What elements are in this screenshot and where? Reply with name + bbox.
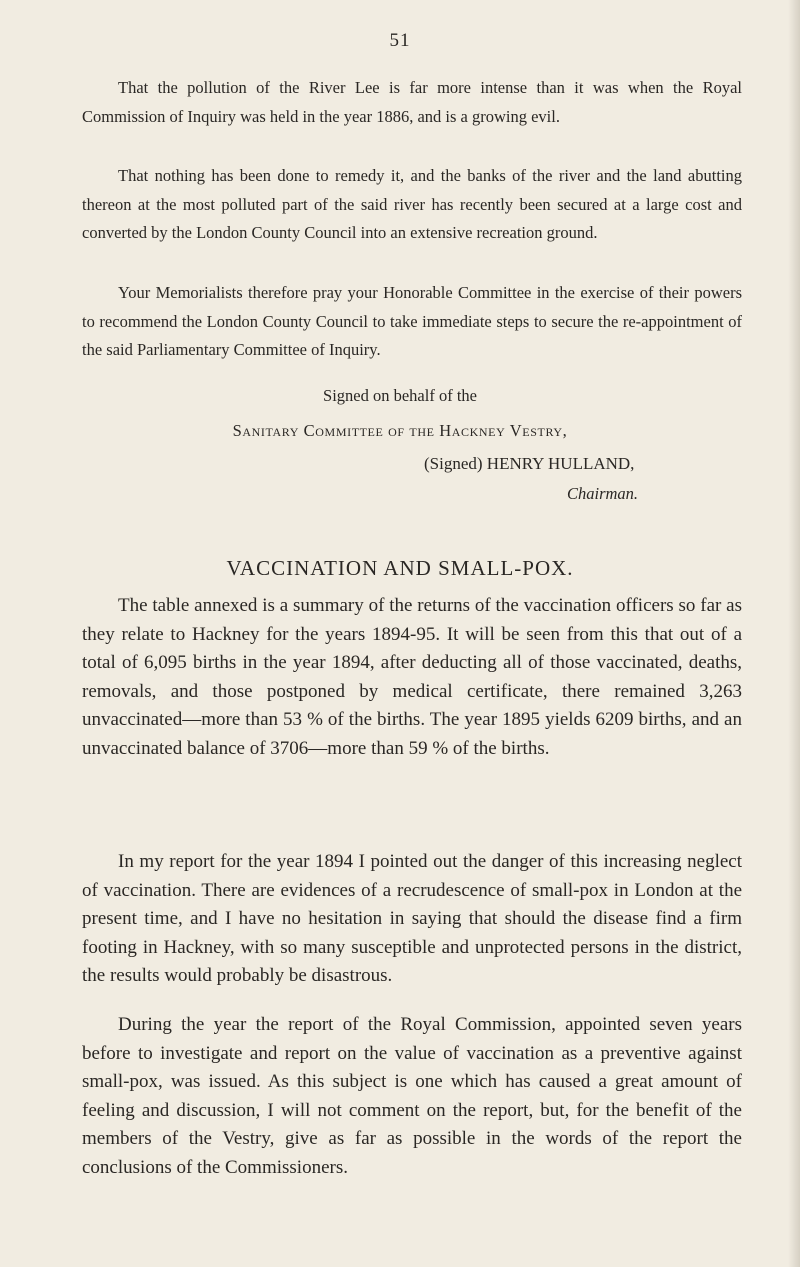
royal-commission-paragraph: During the year the report of the Royal Commission, appointed seven years before to investigate and report on the value of vaccination as a preventive against small-pox, was issued. As this subject is one which has caused a great amount of feeling and discussion, I will not comment on the report, but, for the benefit of the members of the Vestry, give as far as possible in the words of the report the conclusions of the Commissioners. xyxy=(82,1014,742,1178)
memorial-paragraph-pollution: That the pollution of the River Lee is far more intense than it was when the Royal Commission of Inquiry was held in the year 1886, and is a growing evil. xyxy=(82,78,742,126)
committee-name: Sanitary Committee of the Hackney Vestry, xyxy=(232,421,568,440)
vaccination-neglect-paragraph: In my report for the year 1894 I pointed out the danger of this increasing neglect of vaccination. There are evidences of a recrudescence of small-pox in London at the present time, and I have no hesitation in saying that should the disease find a firm footing in Hackney, with so many susceptible and unprotected persons in the district, the results would probably be disastrous. xyxy=(82,851,742,986)
page-edge-shadow xyxy=(788,0,800,1267)
vaccination-summary-paragraph: The table annexed is a summary of the returns of the vaccination officers so far as they relate to Hackney for the years 1894-95. It will be seen from this that out of a total of 6,095 births in the year 1894, after deducting all of those vaccinated, deaths, removals, and those postponed by medical certificate, there remained 3,263 unvaccinated—more than 53 % of the births. The year 1895 yields 6209 births, and an unvaccinated balance of 3706—more than 59 % of the births. xyxy=(82,595,742,759)
memorial-paragraph-remedy: That nothing has been done to remedy it, and the banks of the river and the land abutting thereon at the most polluted part of the said river has recently been secured at a large cost and converted by the London County Council into an extensive recreation ground. xyxy=(82,166,742,242)
page-number: 51 xyxy=(389,30,411,51)
signatory-title: Chairman. xyxy=(567,484,639,503)
signed-on-behalf-line: Signed on behalf of the xyxy=(323,386,477,405)
signature: (Signed) HENRY HULLAND, xyxy=(424,454,635,473)
memorial-paragraph-prayer: Your Memorialists therefore pray your Honorable Committee in the exercise of their powers to recommend the London County Council to take immediate steps to secure the re-appointment of the said Parliamentary Committee of Inquiry. xyxy=(82,283,742,359)
section-heading: VACCINATION AND SMALL-POX. xyxy=(226,556,574,580)
